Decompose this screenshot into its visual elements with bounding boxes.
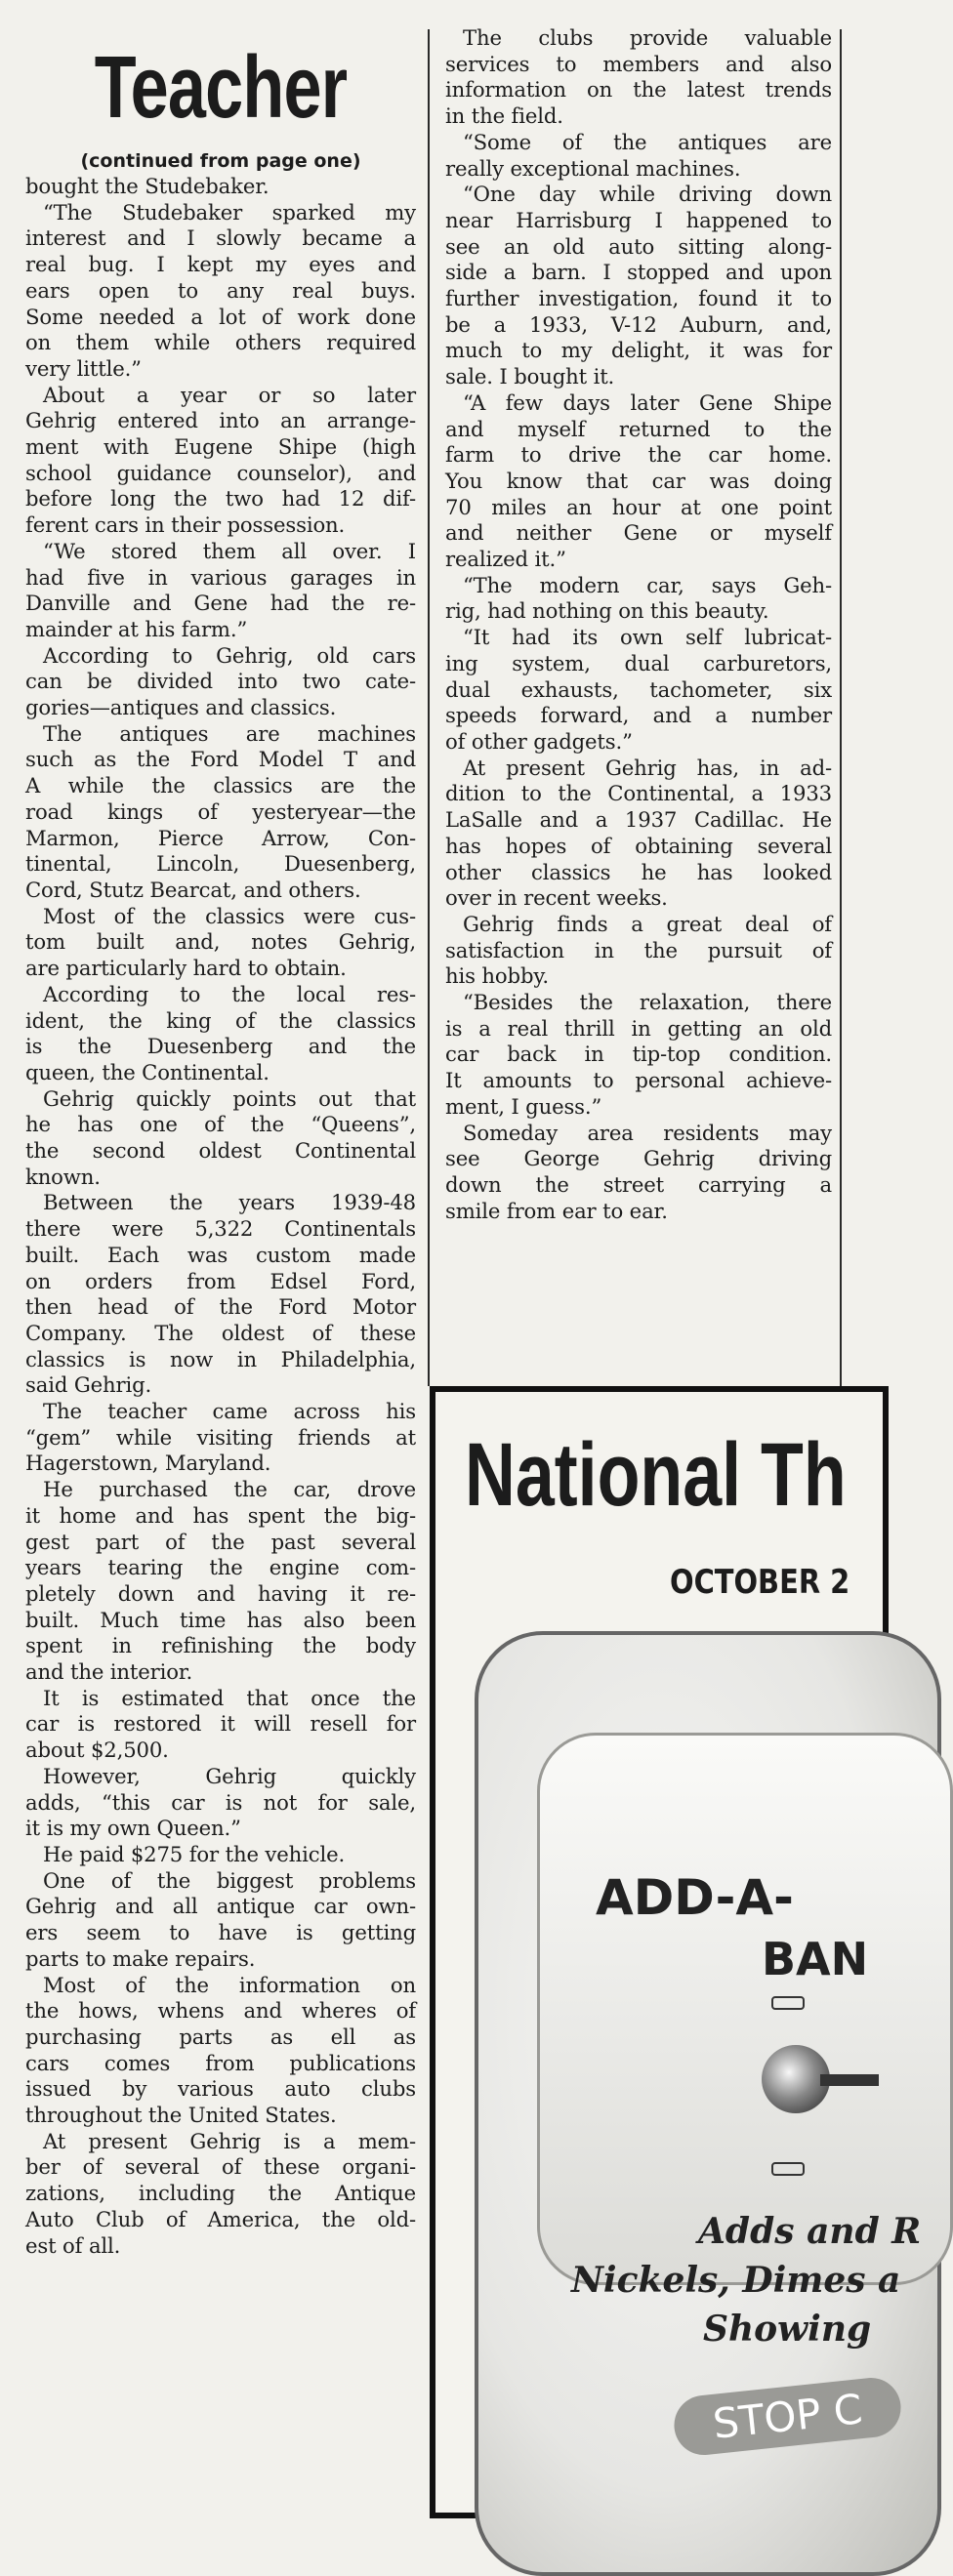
text-line: the second oldest Continental [25,1138,416,1164]
text-line: it home and has spent the big- [25,1502,416,1528]
text-line: “Besides the relaxation, there [463,990,832,1015]
text-line: car back in tip-top condition. [445,1042,832,1067]
text-line: bought the Studebaker. [25,174,269,198]
advertisement [430,1386,922,2518]
ad-date: OCTOBER 2 [670,1563,850,1602]
text-line: Gehrig quickly points out that [43,1085,416,1111]
text-line: Hagerstown, Maryland. [25,1451,271,1476]
text-line: can be divided into two cate- [25,669,416,694]
text-line: Danville and Gene had the re- [25,591,416,616]
text-line: school guidance counselor), and [25,460,416,485]
text-line: further investigation, found it to [445,286,832,311]
text-line: and neither Gene or myself [445,520,832,546]
text-line: One of the biggest problems [43,1867,416,1893]
text-line: on orders from Edsel Ford, [25,1268,416,1293]
text-line: is a real thrill in getting an old [445,1015,832,1041]
text-line: information on the latest trends [445,77,832,102]
text-line: According to Gehrig, old cars [43,642,416,668]
text-line: He purchased the car, drove [43,1477,416,1502]
text-line: and myself returned to the [445,416,832,441]
bank-face [537,1733,953,2285]
text-line: satisfaction in the pursuit of [445,937,832,962]
text-line: “It had its own self lubricat- [463,625,832,650]
text-line: dition to the Continental, a 1933 [445,781,832,806]
text-line: “A few days later Gene Shipe [463,389,832,415]
text-line: then head of the Ford Motor [25,1294,416,1320]
text-line: real bug. I kept my eyes and [25,252,416,277]
text-line: built. Each was custom made [25,1242,416,1267]
text-line: Gehrig and all antique car own- [25,1894,416,1919]
text-line: of other gadgets.” [445,728,633,754]
text-line: realized it.” [445,547,566,572]
text-line: car is restored it will resell for [25,1711,416,1737]
text-line: Most of the information on [43,1972,416,1997]
text-line: purchasing parts as ell as [25,2024,416,2049]
text-line: ears open to any real buys. [25,277,416,303]
bank-label-line1: ADD-A- [596,1869,794,1926]
text-line: 70 miles an hour at one point [445,494,832,519]
text-line: It is estimated that once the [43,1685,416,1710]
text-line: adds, “this car is not for sale, [25,1789,416,1815]
text-line: zations, including the Antique [25,2181,416,2206]
text-line: his hobby. [445,963,549,989]
text-line: “The Studebaker sparked my [43,199,416,225]
text-line: According to the local res- [43,981,416,1006]
text-line: known. [25,1164,101,1189]
text-line: smile from ear to ear. [445,1198,668,1223]
text-line: Gehrig finds a great deal of [463,911,832,936]
text-line: dual exhausts, tachometer, six [445,676,832,702]
text-line: LaSalle and a 1937 Cadillac. He [445,807,832,833]
text-line: side a barn. I stopped and upon [445,260,832,285]
left-column [25,0,416,2259]
text-line: and the interior. [25,1659,193,1685]
text-line: such as the Ford Model T and [25,747,416,772]
text-line: queen, the Continental. [25,1059,269,1084]
text-line: Marmon, Pierce Arrow, Con- [25,825,416,850]
text-line: ers seem to have is getting [25,1920,416,1945]
text-line: see George Gehrig driving [445,1146,832,1171]
column-rule-left [428,29,430,1386]
text-line: Cord, Stutz Bearcat, and others. [25,877,361,902]
text-line: rig, had nothing on this beauty. [445,598,769,624]
text-line: ferent cars in their possession. [25,512,346,538]
text-line: The antiques are machines [43,720,416,746]
text-line: he has one of the “Queens”, [25,1112,416,1137]
text-line: ment, I guess.” [445,1093,602,1119]
text-line: issued by various auto clubs [25,2076,416,2102]
article-body-middle [445,25,832,1224]
dial-lever-icon [820,2074,879,2086]
text-line: ber of several of these organi- [25,2154,416,2180]
text-line: est of all. [25,2232,121,2258]
text-line: in the field. [445,103,563,129]
text-line: tom built and, notes Gehrig, [25,929,416,955]
text-line: it is my own Queen.” [25,1816,241,1841]
text-line: other classics he has looked [445,859,832,884]
text-line: Gehrig entered into an arrange- [25,408,416,433]
text-line: However, Gehrig quickly [43,1763,416,1788]
text-line: built. Much time has also been [25,1607,416,1632]
text-line: “gem” while visiting friends at [25,1424,416,1450]
text-line: The teacher came across his [43,1399,416,1424]
text-line: parts to make repairs. [25,1945,256,1971]
middle-column [445,0,832,1224]
coin-slot-icon [771,1996,805,2010]
text-line: The clubs provide valuable [463,25,832,50]
text-line: before long the two had 12 dif- [25,486,416,511]
text-line: spent in refinishing the body [25,1633,416,1658]
text-line: had five in various garages in [25,564,416,590]
text-line: classics is now in Philadelphia, [25,1346,416,1371]
text-line: Most of the classics were cus- [43,903,416,928]
text-line: farm to drive the car home. [445,442,832,468]
text-line: down the street carrying a [445,1171,832,1197]
text-line: on them while others required [25,330,416,355]
text-line: tinental, Lincoln, Duesenberg, [25,851,416,877]
text-line: there were 5,322 Continentals [25,1216,416,1242]
text-line: has hopes of obtaining several [445,833,832,858]
text-line: At present Gehrig has, in ad- [463,755,832,780]
text-line: Between the years 1939-48 [43,1190,416,1215]
text-line: very little.” [25,355,142,381]
text-line: ment with Eugene Shipe (high [25,434,416,460]
text-line: A while the classics are the [25,773,416,798]
text-line: said Gehrig. [25,1372,152,1398]
text-line: years tearing the engine com- [25,1555,416,1580]
text-line: “One day while driving down [463,182,832,207]
text-line: be a 1933, V-12 Auburn, and, [445,311,832,337]
text-line: gories—antiques and classics. [25,695,337,720]
text-line: the hows, whens and wheres of [25,1998,416,2024]
text-line: interest and I slowly became a [25,225,416,251]
article-body-left [25,174,416,2259]
article-headline: Teacher [94,39,348,137]
text-line: Some needed a lot of work done [25,304,416,329]
column-rule-right [840,29,842,1386]
bank-stop-label: STOP C [671,2375,903,2458]
text-line: over in recent weeks. [445,885,668,911]
text-line: really exceptional machines. [445,155,741,181]
coin-slot-icon [771,2162,805,2176]
bank-script-line2: Nickels, Dimes a [571,2260,901,2301]
text-line: ident, the king of the classics [25,1007,416,1033]
text-line: near Harrisburg I happened to [445,207,832,232]
text-line: He paid $275 for the vehicle. [43,1842,346,1866]
text-line: Auto Club of America, the old- [25,2206,416,2231]
text-line: Someday area residents may [463,1120,832,1145]
text-line: “Some of the antiques are [463,129,832,154]
text-line: mainder at his farm.” [25,616,248,641]
text-line: throughout the United States. [25,2103,337,2128]
text-line: About a year or so later [43,382,416,407]
text-line: pletely down and having it re- [25,1580,416,1606]
bank-photo-image [475,1631,941,2576]
text-line: speeds forward, and a number [445,703,832,728]
text-line: cars comes from publications [25,2050,416,2075]
continued-line: (continued from page one) [80,150,361,172]
bank-script-line1: Adds and R [698,2211,922,2252]
text-line: much to my delight, it was for [445,338,832,363]
text-line: services to members and also [445,51,832,76]
text-line: “The modern car, says Geh- [463,572,832,597]
text-line: gest part of the past several [25,1529,416,1554]
text-line: is the Duesenberg and the [25,1034,416,1059]
text-line: Company. The oldest of these [25,1320,416,1345]
bank-label-line2: BAN [762,1933,869,1985]
text-line: see an old auto sitting along- [445,233,832,259]
text-line: At present Gehrig is a mem- [43,2128,416,2153]
text-line: “We stored them all over. I [43,538,416,563]
text-line: ing system, dual carburetors, [445,650,832,675]
text-line: road kings of yesteryear—the [25,798,416,824]
text-line: about $2,500. [25,1738,169,1763]
ad-title: National Th [465,1425,847,1525]
text-line: sale. I bought it. [445,364,615,389]
text-line: You know that car was doing [445,468,832,493]
text-line: are particularly hard to obtain. [25,956,347,981]
text-line: It amounts to personal achieve- [445,1068,832,1093]
bank-script-line3: Showing [703,2309,872,2350]
